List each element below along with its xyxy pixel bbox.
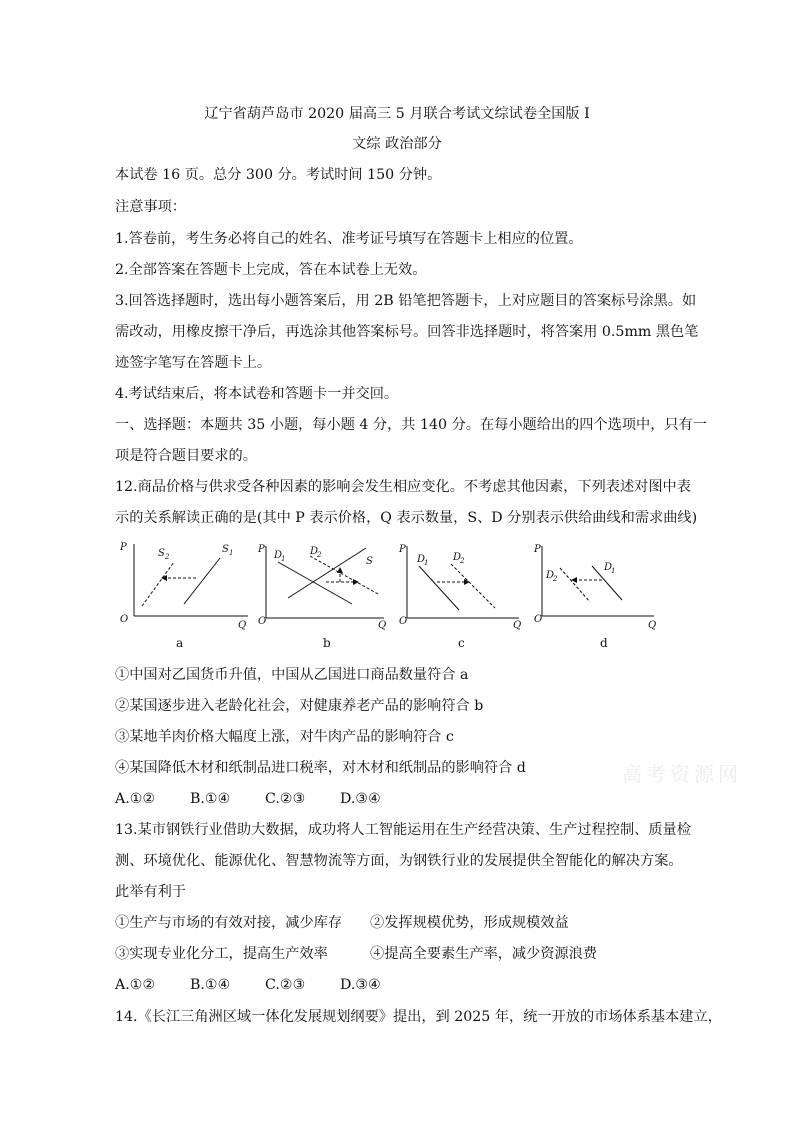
axis-q-label: Q	[378, 620, 387, 630]
origin-label: O	[534, 614, 543, 625]
q12-choice-c: C.②③	[265, 791, 306, 807]
axis-q-label: Q	[513, 620, 522, 630]
q14-stem-line-1: 14.《长江三角洲区域一体化发展规划纲要》提出，到 2025 年，统一开放的市场体系基本建立，	[115, 1009, 722, 1025]
curve-subscript-2: 1	[611, 567, 616, 575]
curve-label-1: S	[158, 548, 165, 559]
axis-q-label: Q	[238, 620, 247, 630]
exam-subtitle: 文综 政治部分	[352, 136, 442, 152]
q12-statement-2: ②某国逐步进入老龄化社会，对健康养老产品的影响符合 b	[115, 698, 484, 714]
graph-a	[112, 538, 252, 634]
q12-stem-line-1: 12.商品价格与供求受各种因素的影响会发生相应变化。不考虑其他因素，下列表述对图中表	[115, 479, 691, 495]
graph-a-caption: a	[176, 636, 184, 650]
curve-label-1: D	[417, 554, 426, 565]
q12-stem-line-2: 示的关系解读正确的是(其中 P 表示价格，Q 表示数量，S、D 分别表示供给曲线和需求曲线)	[115, 510, 698, 526]
q13-choice-a: A.①②	[115, 977, 156, 993]
curve-label-2: D	[310, 546, 319, 557]
exam-title: 辽宁省葫芦岛市 2020 届高三 5 月联合考试文综试卷全国版 I	[204, 106, 590, 122]
axis-p-label: P	[534, 544, 541, 555]
notice-item-4: 4.考试结束后，将本试卷和答题卡一并交回。	[115, 386, 399, 402]
q13-stem-line-3: 此举有利于	[115, 884, 186, 900]
exam-info: 本试卷 16 页。总分 300 分。考试时间 150 分钟。	[115, 167, 442, 183]
curve-subscript-2: 1	[229, 549, 234, 557]
curve-subscript-1: 2	[553, 575, 558, 583]
graph-d	[530, 538, 660, 634]
curve-label-1: D	[274, 550, 283, 561]
graph-c	[395, 538, 525, 634]
curve-label-2: D	[453, 552, 462, 563]
notice-title: 注意事项：	[115, 199, 186, 215]
graph-d-caption: d	[600, 636, 608, 650]
q12-choice-d: D.③④	[340, 791, 381, 807]
q13-choice-d: D.③④	[340, 977, 381, 993]
notice-item-3-line-3: 迹签字笔写在答题卡上。	[115, 355, 272, 371]
section-heading-line-2: 项是符合题目要求的。	[115, 448, 257, 464]
q13-option-3: ③实现专业化分工，提高生产效率	[115, 946, 328, 962]
q12-choice-a: A.①②	[115, 791, 156, 807]
graph-b	[254, 538, 394, 634]
q12-statement-1: ①中国对乙国货币升值，中国从乙国进口商品数量符合 a	[115, 667, 469, 683]
axis-q-label: Q	[648, 620, 657, 630]
section-heading-line-1: 一、选择题：本题共 35 小题，每小题 4 分，共 140 分。在每小题给出的四个选项中，只有一	[115, 417, 707, 433]
curve-subscript-2: 2	[317, 551, 322, 559]
curve-subscript-1: 1	[281, 555, 286, 563]
q13-choice-b: B.①④	[190, 977, 231, 993]
curve-label-1: D	[546, 570, 555, 581]
q13-option-2: ②发挥规模优势，形成规模效益	[370, 915, 569, 931]
q13-choice-c: C.②③	[265, 977, 306, 993]
notice-item-1: 1.答卷前，考生务必将自己的姓名、准考证号填写在答题卡上相应的位置。	[115, 231, 583, 247]
axis-p-label: P	[120, 542, 127, 553]
q13-stem-line-1: 13.某市钢铁行业借助大数据，成功将人工智能运用在生产经营决策、生产过程控制、质量检	[115, 822, 691, 838]
q12-statement-3: ③某地羊肉价格大幅度上涨，对牛肉产品的影响符合 c	[115, 729, 454, 745]
notice-item-3-line-1: 3.回答选择题时，选出每小题答案后，用 2B 铅笔把答题卡，上对应题目的答案标号涂黑。如	[115, 293, 697, 309]
curve-subscript-2: 2	[460, 557, 465, 565]
q12-statement-4: ④某国降低木材和纸制品进口税率，对木材和纸制品的影响符合 d	[115, 760, 526, 776]
curve-label-3: S	[366, 556, 373, 567]
curve-label-2: S	[222, 544, 229, 555]
notice-item-3-line-2: 需改动，用橡皮擦干净后，再选涂其他答案标号。回答非选择题时，将答案用 0.5mm 黑色笔	[115, 324, 699, 340]
q13-option-4: ④提高全要素生产率，减少资源浪费	[370, 946, 598, 962]
origin-label: O	[399, 616, 408, 627]
q13-stem-line-2: 测、环境优化、能源优化、智慧物流等方面，为钢铁行业的发展提供全智能化的解决方案。	[115, 853, 683, 869]
graph-b-caption: b	[323, 636, 331, 650]
q12-choice-b: B.①④	[190, 791, 231, 807]
graph-c-caption: c	[458, 636, 465, 650]
notice-item-2: 2.全部答案在答题卡上完成，答在本试卷上无效。	[115, 262, 427, 278]
curve-subscript-1: 1	[424, 559, 429, 567]
curve-label-2: D	[604, 562, 613, 573]
axis-p-label: P	[399, 544, 406, 555]
watermark: 高考资源网	[622, 762, 742, 786]
origin-label: O	[258, 616, 267, 627]
q13-option-1: ①生产与市场的有效对接，减少库存	[115, 915, 343, 931]
curve-subscript-1: 2	[165, 553, 170, 561]
origin-label: O	[120, 614, 129, 625]
axis-p-label: P	[258, 544, 265, 555]
